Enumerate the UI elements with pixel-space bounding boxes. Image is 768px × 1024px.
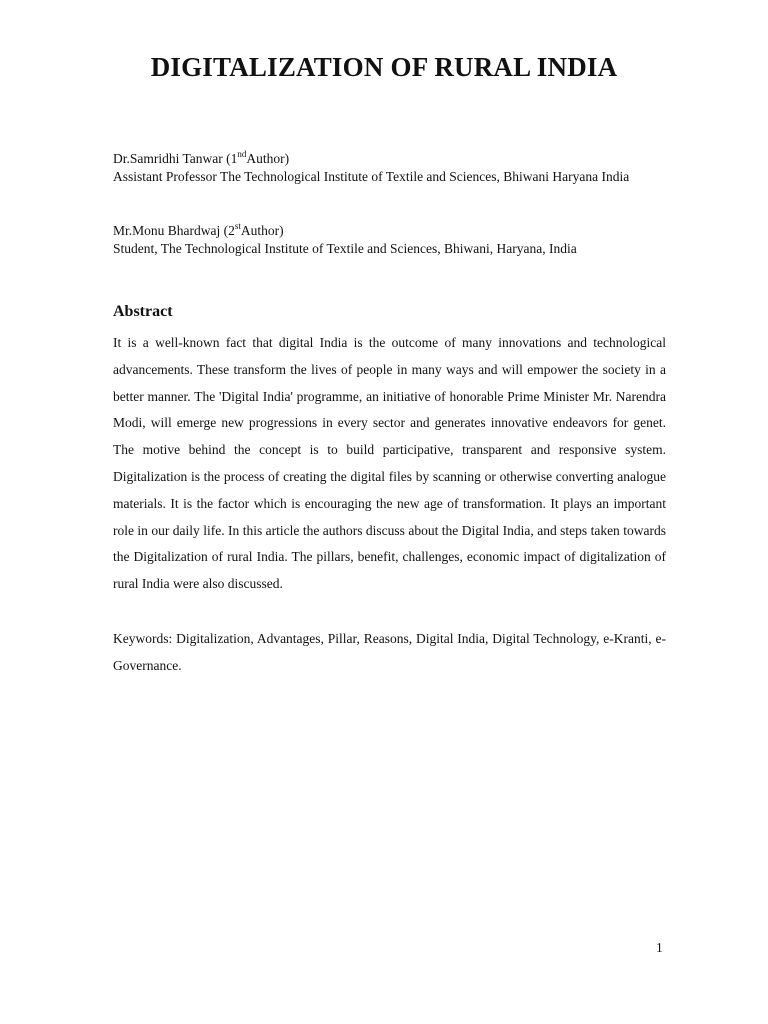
abstract-body: It is a well-known fact that digital India is the outcome of many innovations and technological advancements. These transform the lives of people in many ways and will empower the society in a better manner. The 'Digital India' programme, an initiative of honorable Prime Minister Mr. Narendra Modi, will emerge new progressions in every sector and generates innovative endeavors for genet. The motive behind the concept is to build participative, transparent and responsive system. Digitalization is the process of creating the digital files by scanning or otherwise converting analogue materials. It is the factor which is encouraging the new age of transformation. It plays an important role in our daily life. In this article the authors discuss about the Digital India, and steps taken towards the Digitalization of rural India. The pillars, benefit, challenges, economic impact of digitalization of rural India were also discussed. [113, 335, 666, 592]
author-line-1: Dr.Samridhi Tanwar (1ndAuthor) [113, 148, 290, 166]
author-name: Dr.Samridhi Tanwar [113, 151, 223, 166]
author-affiliation: Assistant Professor The Technological Institute of Textile and Sciences, Bhiwani Haryana India [113, 169, 630, 184]
author-order-label: Author [240, 223, 280, 238]
author-order-suffix: nd [237, 148, 247, 159]
keywords: Keywords: Digitalization, Advantages, Pillar, Reasons, Digital India, Digital Technology, e-Kranti, e-Governance. [113, 631, 666, 673]
author-affiliation: Student, The Technological Institute of Textile and Sciences, Bhiwani, Haryana, India [113, 241, 577, 256]
author-order-number: 2 [228, 223, 235, 238]
author-line-2: Mr.Monu Bhardwaj (2stAuthor) [113, 220, 284, 238]
author-order-number: 1 [230, 151, 238, 166]
abstract-heading: Abstract [113, 303, 173, 320]
author-order-label: Author [246, 151, 285, 166]
page-number: 1 [656, 940, 663, 955]
author-name: Mr.Monu Bhardwaj [113, 223, 221, 238]
paper-title: DIGITALIZATION OF RURAL INDIA [150, 52, 618, 82]
author-block-2 [113, 222, 673, 258]
author-order-suffix: st [234, 220, 241, 231]
author-block-1 [113, 150, 673, 186]
